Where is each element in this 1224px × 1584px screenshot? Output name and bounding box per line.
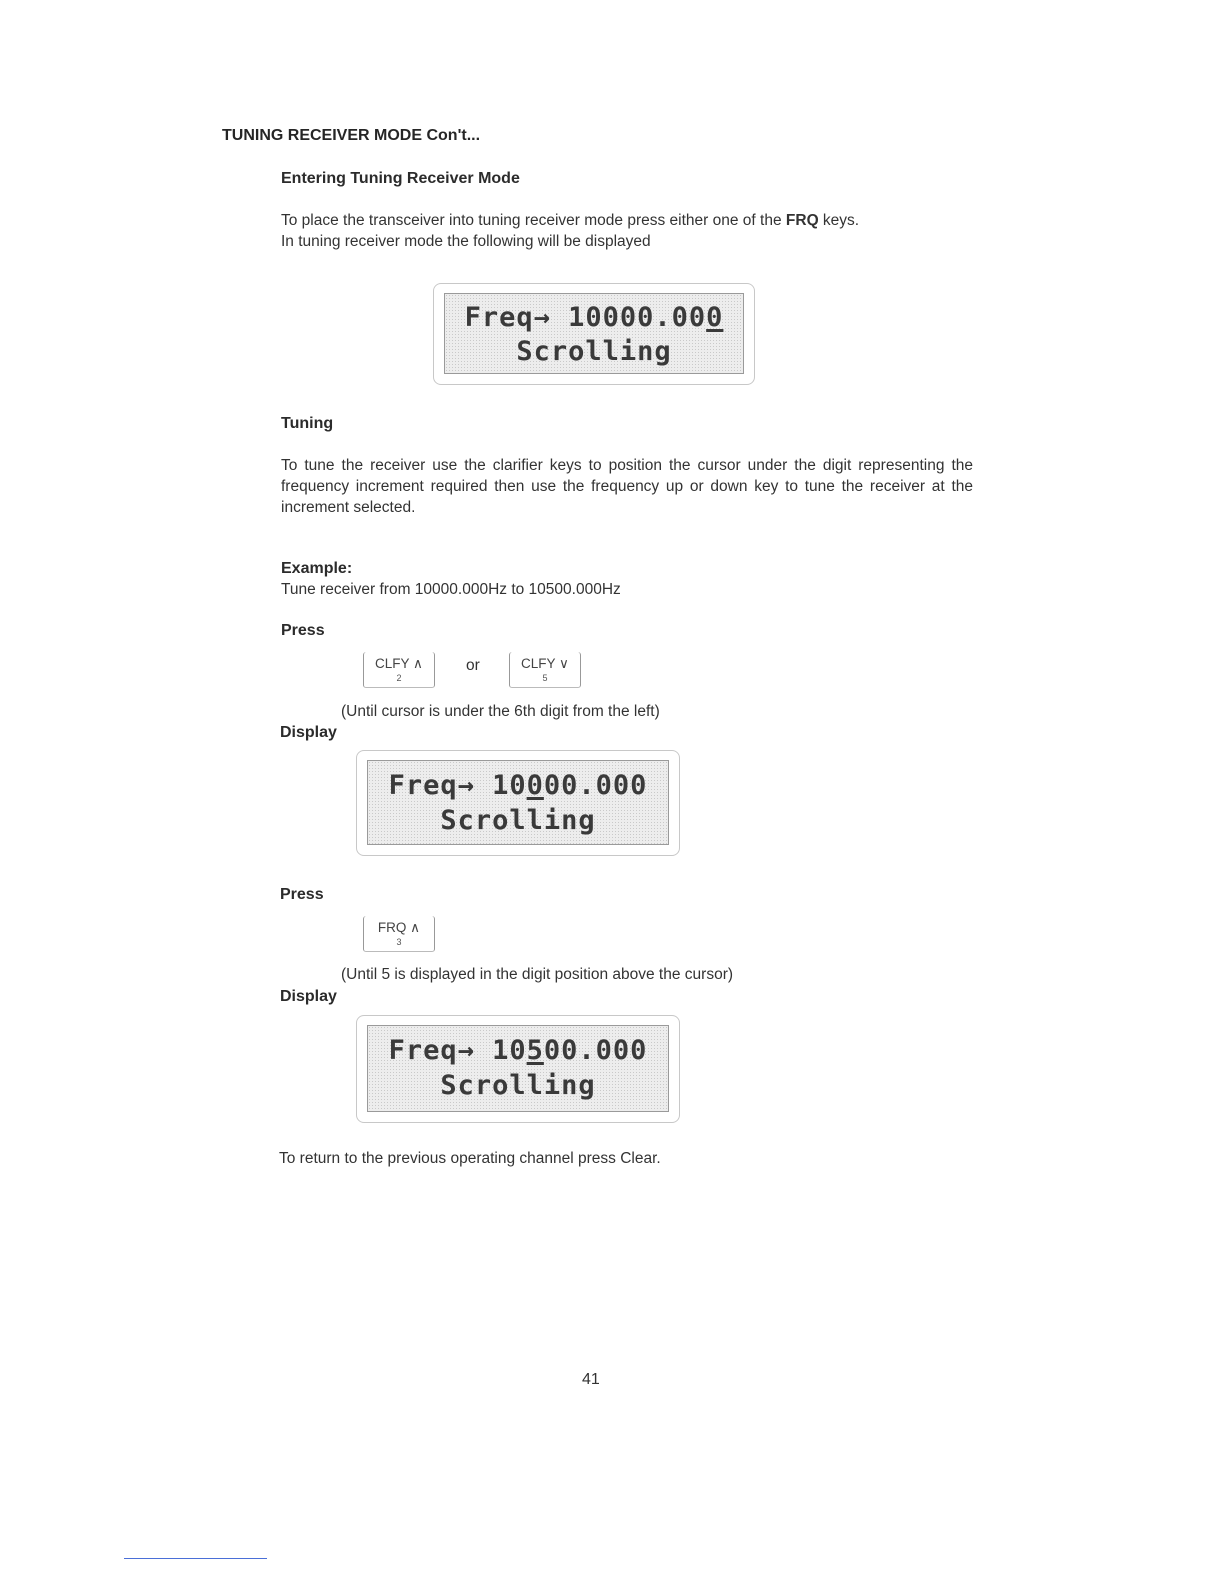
tuning-heading: Tuning [281,415,334,432]
lcd-line-1: Freq→ 10500.000 [388,1035,648,1066]
entering-text-line2: In tuning receiver mode the following will be displayed [281,233,651,250]
press-label-1: Press [281,622,325,639]
lcd-line-2: Scrolling [440,1070,596,1101]
example-heading: Example: [281,560,353,577]
frq-up-key[interactable] [363,916,435,952]
clfy-down-key[interactable] [509,652,581,688]
lcd-screen [367,1025,669,1112]
lcd-line-1: Freq→ 10000.000 [388,770,648,801]
return-text: To return to the previous operating channel press Clear. [279,1150,661,1167]
press-label-2: Press [280,886,324,903]
frq-key-word: FRQ [785,212,819,229]
lcd-screen [367,760,669,845]
section-title: TUNING RECEIVER MODE Con't... [222,127,481,144]
lcd-line-2: Scrolling [516,336,672,367]
frq-up-key-label: FRQ ∧ [377,920,421,935]
example-text: Tune receiver from 10000.000Hz to 10500.000Hz [281,581,621,598]
lcd-display-cursor [356,750,680,856]
lcd-cursor-digit: 0 [526,770,544,801]
clfy-up-key-label: CLFY ∧ [375,656,423,671]
lcd-line-2: Scrolling [440,805,596,836]
lcd-cursor-digit: 5 [526,1035,544,1066]
page-number: 41 [582,1371,600,1388]
entering-heading: Entering Tuning Receiver Mode [281,170,520,187]
press2-note: (Until 5 is displayed in the digit position above the cursor) [341,966,734,983]
press1-note: (Until cursor is under the 6th digit from the left) [341,703,660,720]
clfy-down-key-number: 5 [542,673,548,683]
tuning-paragraph: To tune the receiver use the clarifier keys to position the cursor under the digit representing the frequency increment required then use the frequency up or down key to tune the receiver at the increment selected. [281,457,973,516]
entering-paragraph [281,210,981,252]
clfy-up-key-number: 2 [396,673,402,683]
lcd-display-initial [433,283,755,385]
or-text: or [466,657,480,674]
footnote-separator [124,1558,267,1559]
lcd-cursor-digit: 0 [706,302,724,333]
clfy-up-key[interactable] [363,652,435,688]
display-label-2: Display [280,988,337,1005]
display-label-1: Display [280,724,337,741]
entering-text-end: keys. [818,212,860,229]
entering-text-start: To place the transceiver into tuning receiver mode press either one of the [281,212,786,229]
lcd-display-tuned [356,1015,680,1123]
frq-up-key-number: 3 [396,937,402,947]
lcd-screen [444,293,744,374]
clfy-down-key-label: CLFY ∨ [521,656,569,671]
lcd-line-1: Freq→ 10000.000 [464,302,724,333]
